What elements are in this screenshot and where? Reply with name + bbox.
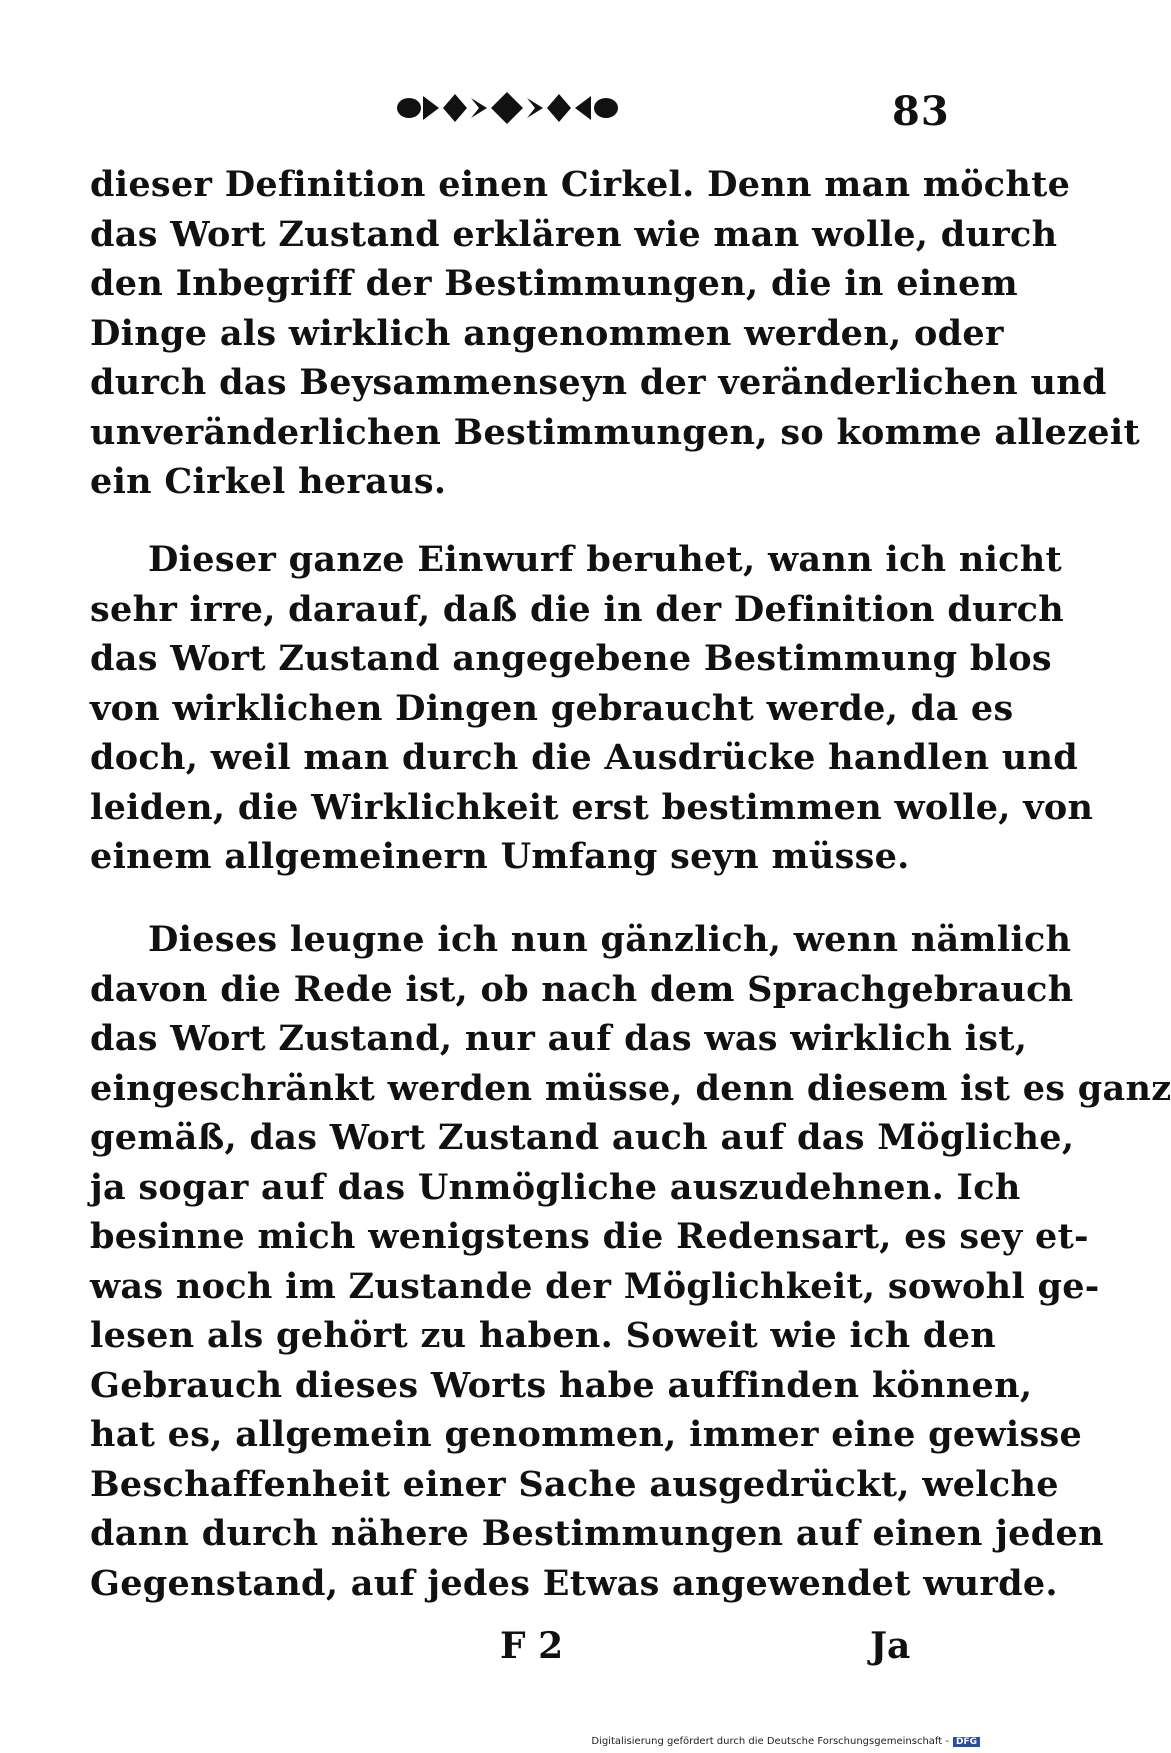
text-line: besinne mich wenigstens die Redensart, es sey et-	[90, 1216, 1089, 1257]
text-line: einem allgemeinern Umfang seyn müsse.	[90, 836, 910, 877]
text-line: Dieses leugne ich nun gänzlich, wenn nämlich	[148, 919, 1072, 960]
text-line: durch das Beysammenseyn der veränderlichen und	[90, 362, 1107, 403]
fleuron-ornament-icon	[395, 88, 620, 128]
text-line: Beschaffenheit einer Sache ausgedrückt, welche	[90, 1463, 1059, 1505]
text-line: das Wort Zustand erklären wie man wolle, durch	[90, 213, 1058, 255]
text-line: das Wort Zustand, nur auf das was wirklich ist,	[90, 1018, 1028, 1059]
digitization-credit	[591, 1736, 980, 1747]
text-line: das Wort Zustand angegebene Bestimmung blos	[90, 638, 1052, 679]
text-line: sehr irre, darauf, daß die in der Definition durch	[90, 588, 1064, 630]
text-line: Gebrauch dieses Worts habe auffinden können,	[90, 1364, 1033, 1406]
text-line: dieser Definition einen Cirkel. Denn man möchte	[90, 164, 1071, 205]
text-line: Dinge als wirklich angenommen werden, oder	[90, 312, 1004, 354]
text-line: eingeschränkt werden müsse, denn diesem ist es ganz	[90, 1067, 1171, 1109]
text-line: ein Cirkel heraus.	[90, 461, 447, 502]
text-line: davon die Rede ist, ob nach dem Sprachgebrauch	[90, 968, 1074, 1010]
text-line: gemäß, das Wort Zustand auch auf das Mögliche,	[90, 1117, 1075, 1158]
signature-mark: F 2	[500, 1625, 564, 1667]
credit-text: Digitalisierung gefördert durch die Deutsche Forschungsgemeinschaft -	[591, 1736, 949, 1747]
page-number: 83	[892, 88, 950, 135]
text-line: unveränderlichen Bestimmungen, so komme allezeit	[90, 411, 1140, 453]
text-line: leiden, die Wirklichkeit erst bestimmen wolle, von	[90, 786, 1094, 828]
text-line: von wirklichen Dingen gebraucht werde, da es	[90, 687, 1014, 729]
paragraph-2	[90, 535, 1094, 882]
text-line: Gegenstand, auf jedes Etwas angewendet wurde.	[90, 1562, 1058, 1604]
text-line: den Inbegriff der Bestimmungen, die in einem	[90, 263, 1019, 304]
text-line: lesen als gehört zu haben. Soweit wie ich den	[90, 1315, 997, 1356]
text-line: Dieser ganze Einwurf beruhet, wann ich nicht	[148, 539, 1062, 580]
text-line: dann durch nähere Bestimmungen auf einen jeden	[90, 1513, 1104, 1554]
text-line: doch, weil man durch die Ausdrücke handlen und	[90, 737, 1079, 778]
dfg-logo-icon: DFG	[953, 1737, 980, 1747]
paragraph-1	[90, 160, 1140, 507]
text-line: ja sogar auf das Unmögliche auszudehnen. Ich	[90, 1166, 1021, 1208]
text-line: was noch im Zustande der Möglichkeit, sowohl ge-	[90, 1265, 1100, 1307]
paragraph-3	[90, 915, 1171, 1608]
text-line: hat es, allgemein genommen, immer eine gewisse	[90, 1414, 1083, 1455]
catchword: Ja	[870, 1625, 911, 1667]
